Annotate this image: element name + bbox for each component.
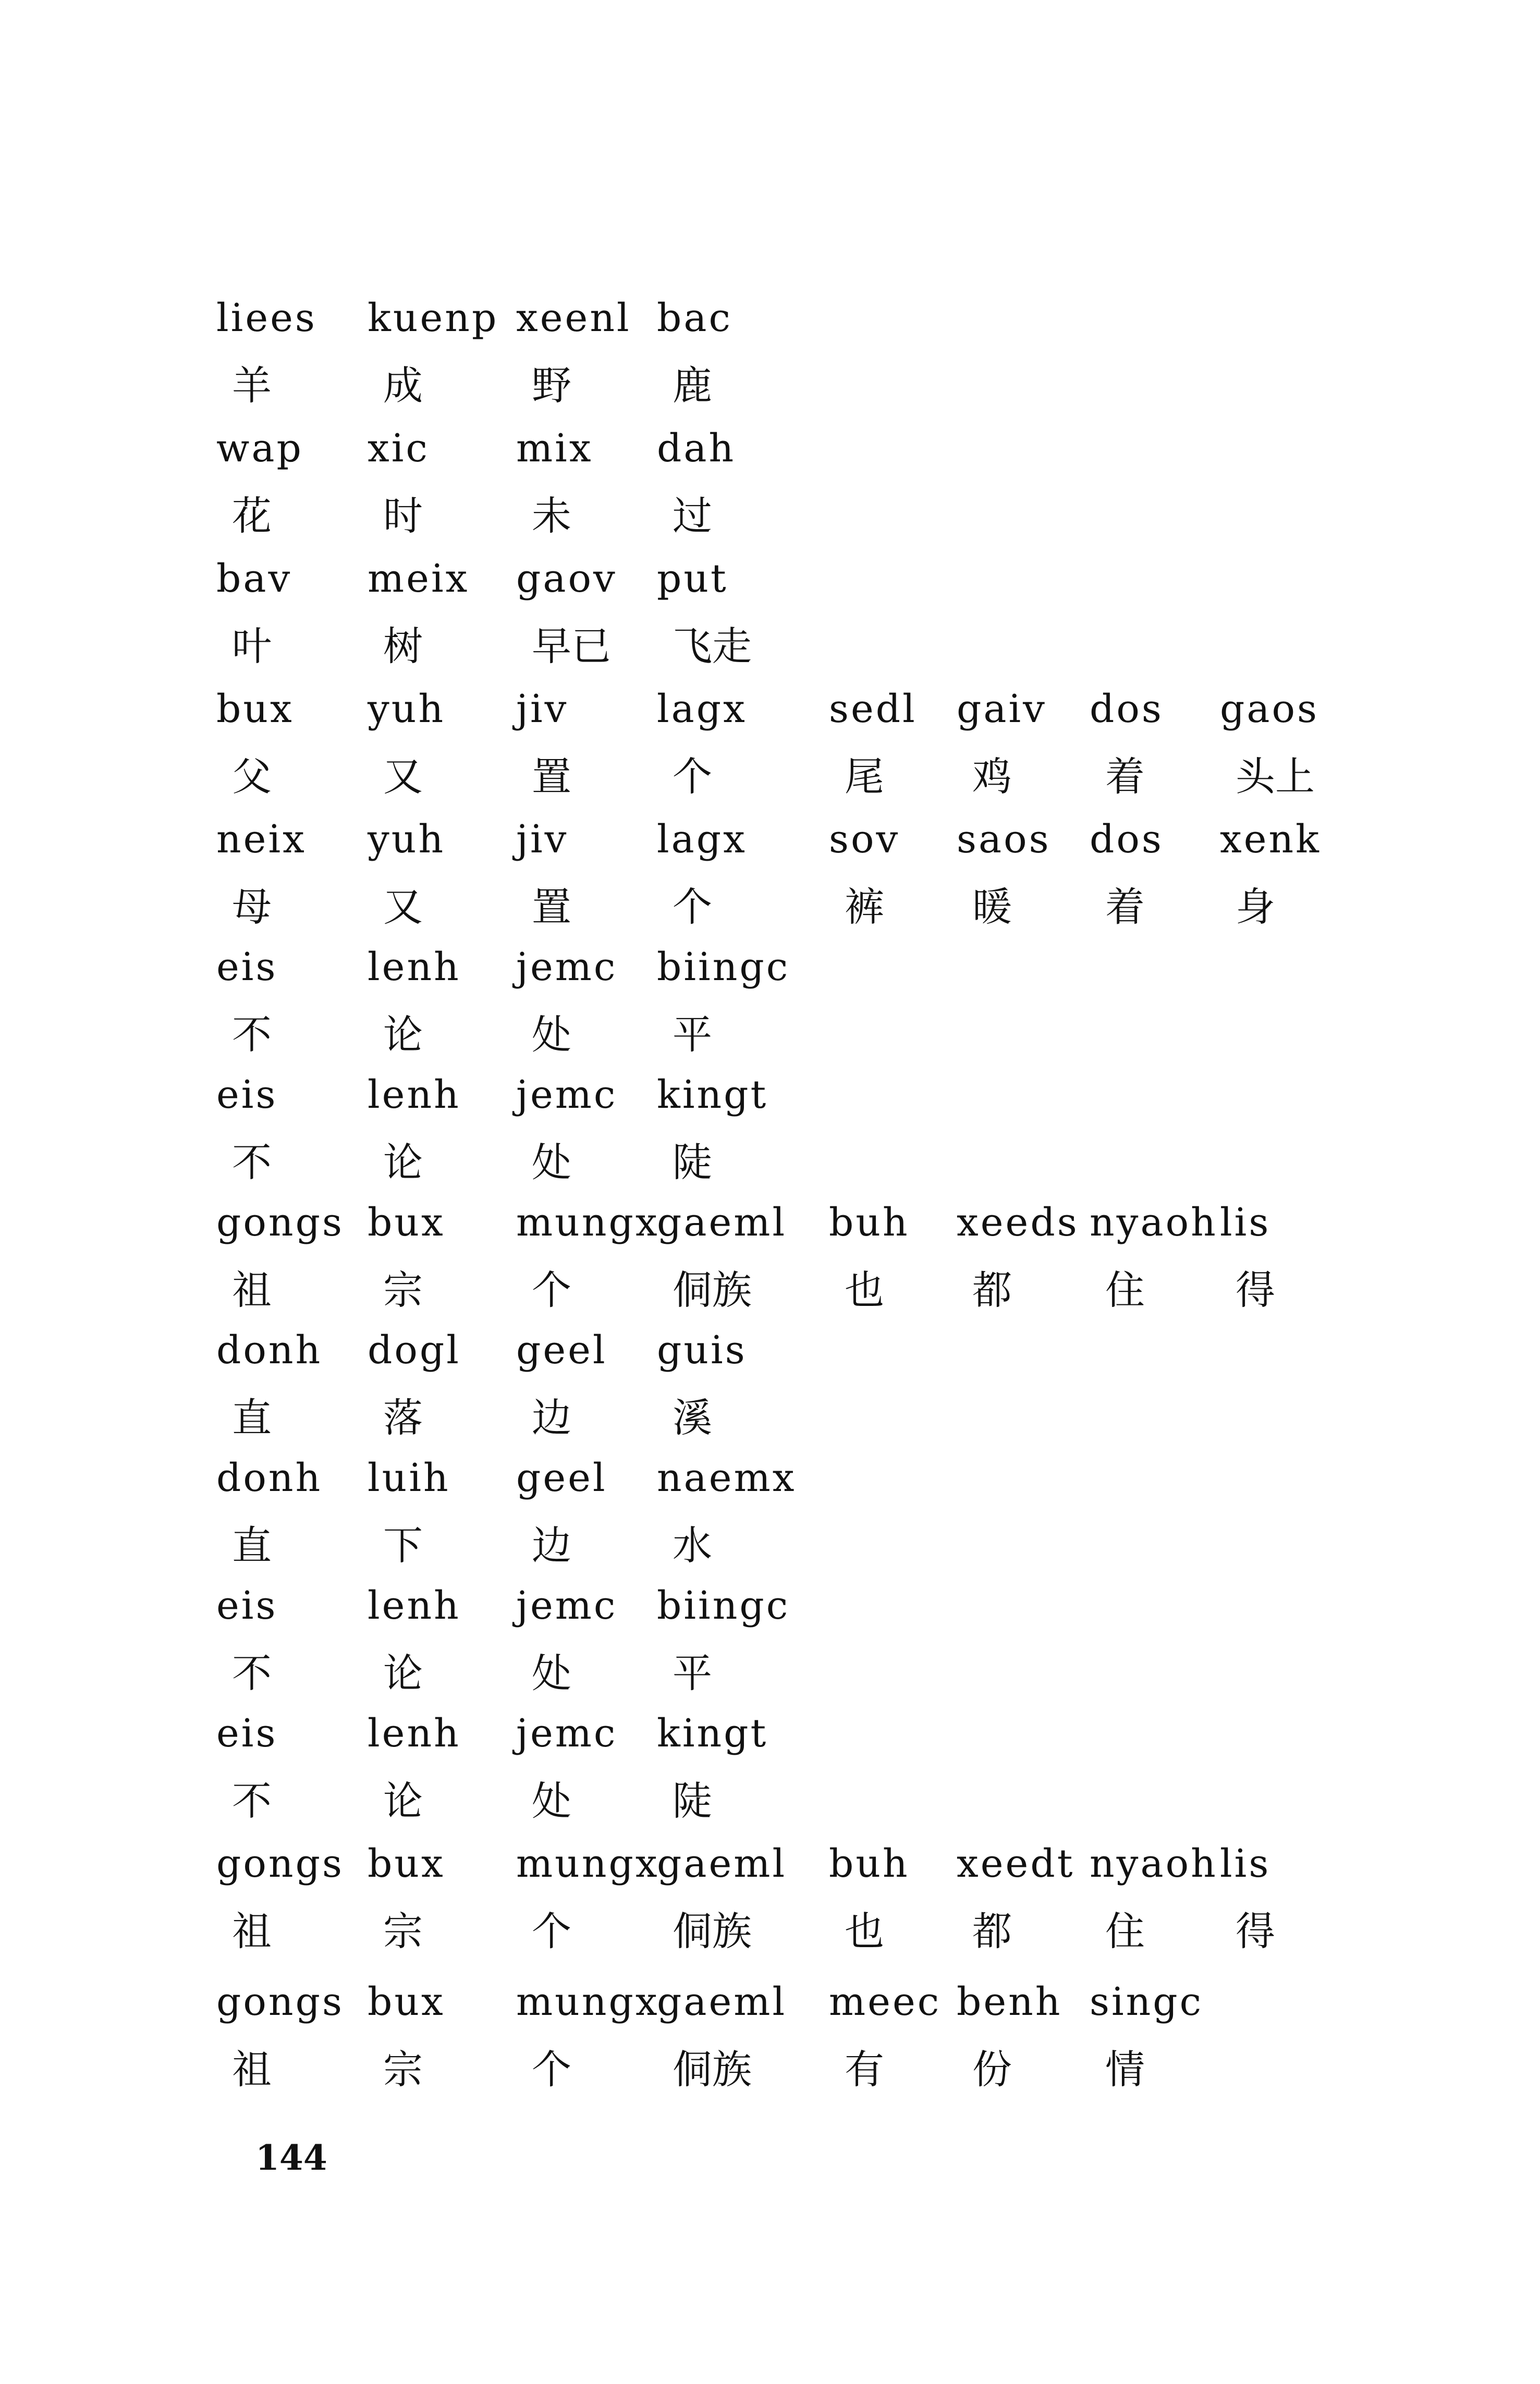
romanized-word: lagx — [657, 817, 747, 862]
hanzi-gloss: 直 — [232, 1522, 272, 1569]
hanzi-gloss: 个 — [532, 2046, 571, 2093]
hanzi-gloss: 边 — [532, 1395, 571, 1441]
hanzi-gloss: 不 — [232, 1139, 272, 1185]
romanized-word: mix — [516, 426, 593, 471]
hanzi-gloss: 祖 — [232, 1267, 272, 1313]
romanized-word: lis — [1220, 1200, 1271, 1245]
hanzi-gloss: 水 — [673, 1522, 712, 1569]
romanized-word: lenh — [368, 945, 461, 989]
hanzi-gloss: 个 — [673, 884, 712, 930]
hanzi-gloss: 宗 — [383, 1908, 423, 1954]
romanized-line — [216, 420, 1395, 482]
romanized-word: mungx — [516, 1841, 659, 1886]
hanzi-gloss: 论 — [383, 1778, 423, 1824]
romanized-word: mungx — [516, 1200, 659, 1245]
romanized-word: guis — [657, 1328, 747, 1373]
romanized-word: nyaoh — [1090, 1841, 1218, 1886]
romanized-word: bux — [216, 687, 294, 731]
hanzi-gloss: 鸡 — [972, 753, 1012, 800]
romanized-word: xeedt — [957, 1841, 1075, 1886]
romanized-word: gaov — [516, 556, 617, 601]
hanzi-gloss: 份 — [972, 2046, 1012, 2093]
hanzi-gloss: 得 — [1236, 1267, 1275, 1313]
hanzi-gloss: 头上 — [1236, 753, 1315, 800]
romanized-word: naemx — [657, 1456, 797, 1500]
romanized-word: dogl — [368, 1328, 461, 1373]
romanized-word: eis — [216, 945, 278, 989]
romanized-word: geel — [516, 1456, 607, 1500]
romanized-word: gaeml — [657, 1841, 787, 1886]
hanzi-gloss: 花 — [232, 493, 272, 539]
hanzi-gloss: 陡 — [673, 1139, 712, 1185]
hanzi-gloss: 直 — [232, 1395, 272, 1441]
hanzi-gloss: 鹿 — [673, 362, 712, 409]
hanzi-gloss: 不 — [232, 1650, 272, 1696]
romanized-word: bux — [368, 1979, 445, 2024]
romanized-word: jemc — [516, 945, 618, 989]
romanized-word: donh — [216, 1456, 323, 1500]
hanzi-gloss: 早已 — [532, 623, 611, 669]
romanized-word: dah — [657, 426, 736, 471]
romanized-word: yuh — [368, 817, 446, 862]
romanized-word: jiv — [516, 817, 569, 862]
romanized-word: lenh — [368, 1583, 461, 1628]
romanized-word: kuenp — [368, 296, 499, 340]
hanzi-gloss: 平 — [673, 1650, 712, 1696]
hanzi-gloss: 得 — [1236, 1908, 1275, 1954]
hanzi-gloss: 侗族 — [673, 1267, 752, 1313]
romanized-line — [216, 680, 1395, 743]
hanzi-gloss: 都 — [972, 1908, 1012, 1954]
hanzi-gloss: 住 — [1105, 1908, 1145, 1954]
romanized-word: bav — [216, 556, 292, 601]
romanized-word: put — [657, 556, 728, 601]
romanized-word: lenh — [368, 1072, 461, 1117]
hanzi-gloss: 又 — [383, 884, 423, 930]
romanized-line — [216, 1449, 1395, 1512]
romanized-word: dos — [1090, 817, 1164, 862]
romanized-word: meix — [368, 556, 470, 601]
hanzi-gloss: 也 — [845, 1267, 884, 1313]
hanzi-gloss: 平 — [673, 1011, 712, 1058]
romanized-word: eis — [216, 1711, 278, 1756]
romanized-word: lagx — [657, 687, 747, 731]
hanzi-gloss: 过 — [673, 493, 712, 539]
romanized-word: buh — [829, 1200, 910, 1245]
hanzi-gloss: 论 — [383, 1650, 423, 1696]
romanized-word: liees — [216, 296, 317, 340]
hanzi-gloss-line — [216, 1131, 1395, 1194]
romanized-line — [216, 1194, 1395, 1256]
romanized-word: nyaoh — [1090, 1200, 1218, 1245]
romanized-word: xeenl — [516, 296, 631, 340]
romanized-word: eis — [216, 1072, 278, 1117]
romanized-word: neix — [216, 817, 307, 862]
hanzi-gloss: 羊 — [232, 362, 272, 409]
hanzi-gloss: 都 — [972, 1267, 1012, 1313]
romanized-line — [216, 811, 1395, 873]
romanized-word: kingt — [657, 1072, 768, 1117]
romanized-word: bux — [368, 1841, 445, 1886]
romanized-word: lenh — [368, 1711, 461, 1756]
hanzi-gloss: 陡 — [673, 1778, 712, 1824]
romanized-word: kingt — [657, 1711, 768, 1756]
hanzi-gloss: 裤 — [845, 884, 884, 930]
hanzi-gloss-line — [216, 354, 1395, 417]
hanzi-gloss: 尾 — [845, 753, 884, 800]
romanized-word: gongs — [216, 1841, 344, 1886]
romanized-word: donh — [216, 1328, 323, 1373]
hanzi-gloss: 祖 — [232, 1908, 272, 1954]
hanzi-gloss: 也 — [845, 1908, 884, 1954]
hanzi-gloss: 个 — [532, 1908, 571, 1954]
romanized-word: jemc — [516, 1711, 618, 1756]
hanzi-gloss: 侗族 — [673, 2046, 752, 2093]
hanzi-gloss-line — [216, 485, 1395, 547]
romanized-line — [216, 1577, 1395, 1640]
romanized-line — [216, 289, 1395, 352]
romanized-word: singc — [1090, 1979, 1204, 2024]
romanized-word: lis — [1220, 1841, 1271, 1886]
hanzi-gloss: 暖 — [972, 884, 1012, 930]
hanzi-gloss: 情 — [1105, 2046, 1145, 2093]
hanzi-gloss: 不 — [232, 1778, 272, 1824]
hanzi-gloss-line — [216, 1387, 1395, 1449]
hanzi-gloss: 叶 — [232, 623, 272, 669]
hanzi-gloss: 论 — [383, 1011, 423, 1058]
hanzi-gloss-line — [216, 2038, 1395, 2101]
romanized-word: geel — [516, 1328, 607, 1373]
romanized-word: jemc — [516, 1072, 618, 1117]
romanized-word: gongs — [216, 1979, 344, 2024]
hanzi-gloss: 又 — [383, 753, 423, 800]
romanized-word: xic — [368, 426, 430, 471]
romanized-word: gongs — [216, 1200, 344, 1245]
romanized-word: jiv — [516, 687, 569, 731]
hanzi-gloss: 时 — [383, 493, 423, 539]
romanized-word: xenk — [1220, 817, 1322, 862]
hanzi-gloss-line — [216, 1770, 1395, 1832]
hanzi-gloss: 处 — [532, 1139, 571, 1185]
romanized-word: meec — [829, 1979, 942, 2024]
page-number: 144 — [255, 2137, 327, 2178]
romanized-word: xeeds — [957, 1200, 1079, 1245]
romanized-word: buh — [829, 1841, 910, 1886]
hanzi-gloss-line — [216, 1004, 1395, 1066]
hanzi-gloss: 边 — [532, 1522, 571, 1569]
hanzi-gloss-line — [216, 1642, 1395, 1705]
hanzi-gloss-line — [216, 1514, 1395, 1577]
romanized-word: luih — [368, 1456, 450, 1500]
romanized-word: sov — [829, 817, 900, 862]
hanzi-gloss: 身 — [1236, 884, 1275, 930]
romanized-word: gaos — [1220, 687, 1319, 731]
hanzi-gloss: 置 — [532, 753, 571, 800]
romanized-word: yuh — [368, 687, 446, 731]
hanzi-gloss-line — [216, 876, 1395, 938]
hanzi-gloss: 野 — [532, 362, 571, 409]
romanized-word: gaiv — [957, 687, 1047, 731]
hanzi-gloss: 树 — [383, 623, 423, 669]
hanzi-gloss: 母 — [232, 884, 272, 930]
hanzi-gloss: 个 — [673, 753, 712, 800]
romanized-word: jemc — [516, 1583, 618, 1628]
romanized-line — [216, 1322, 1395, 1384]
hanzi-gloss: 下 — [383, 1522, 423, 1569]
romanized-word: sedl — [829, 687, 917, 731]
hanzi-gloss: 处 — [532, 1011, 571, 1058]
romanized-line — [216, 1973, 1395, 2036]
romanized-word: gaeml — [657, 1200, 787, 1245]
romanized-word: gaeml — [657, 1979, 787, 2024]
romanized-word: mungx — [516, 1979, 659, 2024]
hanzi-gloss-line — [216, 1900, 1395, 1963]
hanzi-gloss: 处 — [532, 1778, 571, 1824]
hanzi-gloss: 未 — [532, 493, 571, 539]
hanzi-gloss: 处 — [532, 1650, 571, 1696]
hanzi-gloss-line — [216, 745, 1395, 808]
hanzi-gloss: 住 — [1105, 1267, 1145, 1313]
romanized-word: bac — [657, 296, 732, 340]
hanzi-gloss: 祖 — [232, 2046, 272, 2093]
romanized-word: eis — [216, 1583, 278, 1628]
hanzi-gloss-line — [216, 1259, 1395, 1322]
romanized-word: benh — [957, 1979, 1062, 2024]
hanzi-gloss: 有 — [845, 2046, 884, 2093]
romanized-word: biingc — [657, 1583, 790, 1628]
hanzi-gloss-line — [216, 615, 1395, 678]
hanzi-gloss: 着 — [1105, 884, 1145, 930]
hanzi-gloss: 溪 — [673, 1395, 712, 1441]
romanized-word: biingc — [657, 945, 790, 989]
hanzi-gloss: 不 — [232, 1011, 272, 1058]
romanized-word: saos — [957, 817, 1051, 862]
hanzi-gloss: 宗 — [383, 1267, 423, 1313]
romanized-line — [216, 1835, 1395, 1898]
romanized-word: wap — [216, 426, 303, 471]
hanzi-gloss: 飞走 — [673, 623, 752, 669]
romanized-line — [216, 1066, 1395, 1129]
romanized-word: bux — [368, 1200, 445, 1245]
romanized-word: dos — [1090, 687, 1164, 731]
romanized-line — [216, 1705, 1395, 1767]
romanized-line — [216, 550, 1395, 613]
hanzi-gloss: 着 — [1105, 753, 1145, 800]
romanized-line — [216, 938, 1395, 1001]
hanzi-gloss: 落 — [383, 1395, 423, 1441]
hanzi-gloss: 置 — [532, 884, 571, 930]
hanzi-gloss: 父 — [232, 753, 272, 800]
hanzi-gloss: 成 — [383, 362, 423, 409]
hanzi-gloss: 个 — [532, 1267, 571, 1313]
hanzi-gloss: 侗族 — [673, 1908, 752, 1954]
hanzi-gloss: 论 — [383, 1139, 423, 1185]
hanzi-gloss: 宗 — [383, 2046, 423, 2093]
